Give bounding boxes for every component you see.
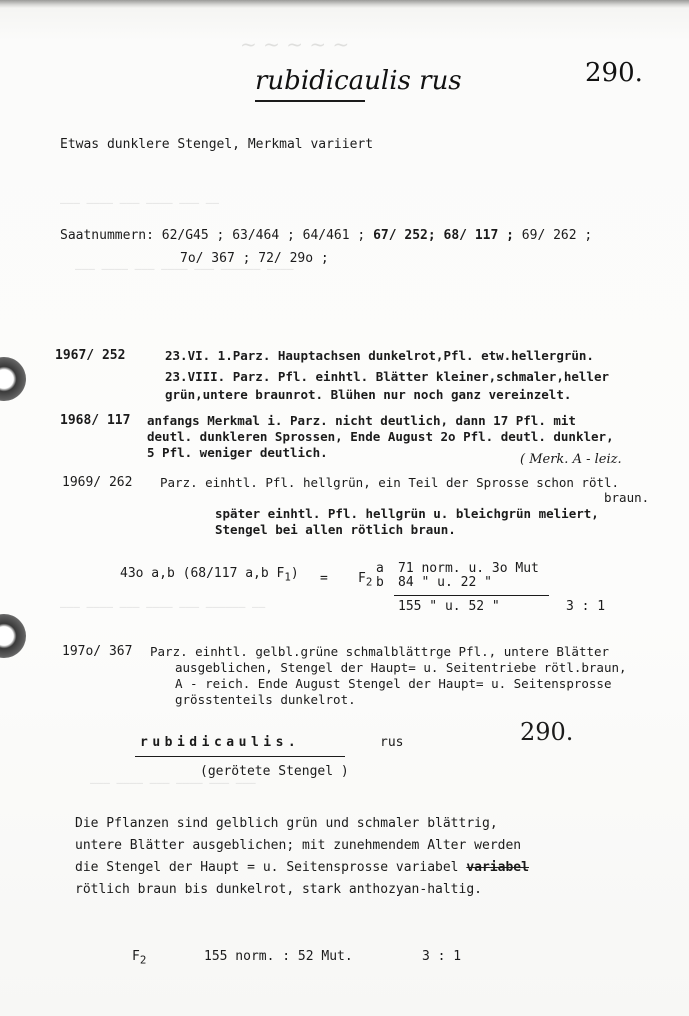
handwritten-title: rubidicaulis rus xyxy=(255,66,462,96)
saatnummern-bold-values: 67/ 252; 68/ 117 ; xyxy=(373,228,514,243)
punch-hole xyxy=(0,614,26,658)
handwritten-note: ( Merk. A - leiz. xyxy=(520,452,622,467)
entry-1968-line3: 5 Pfl. weniger deutlich. xyxy=(147,445,328,460)
segregation-left xyxy=(120,565,299,587)
species-underline xyxy=(135,756,345,757)
saatnummern-values: 62/G45 ; 63/464 ; 64/461 ; xyxy=(161,228,366,243)
segregation-ratio: 3 : 1 xyxy=(566,599,606,614)
saatnummern-line1 xyxy=(60,227,592,245)
segregation-f: F xyxy=(358,571,366,586)
description-line3 xyxy=(75,859,529,877)
punch-hole xyxy=(0,357,26,401)
segregation-close: ) xyxy=(290,566,299,581)
saatnummern-label: Saatnummern: xyxy=(60,228,154,243)
f2-values: 155 norm. : 52 Mut. xyxy=(204,949,353,964)
segregation-f1-sub: 1 xyxy=(284,570,291,584)
segregation-cross: 43o a,b (68/117 a,b F xyxy=(120,566,285,581)
segregation-f2-sub: 2 xyxy=(365,575,373,589)
entry-1970-line1: Parz. einhtl. gelbl.grüne schmalblättrge Pfl., untere Blätter xyxy=(150,644,610,659)
f2-sub: 2 xyxy=(139,953,147,967)
entry-1967-label: 1967/ 252 xyxy=(55,348,126,363)
bleed-through: ~ ~ ~ ~ ~ xyxy=(240,32,350,56)
handwritten-number: 290. xyxy=(585,58,643,88)
entry-1970-label: 197o/ 367 xyxy=(62,644,133,659)
segregation-f2 xyxy=(358,570,372,592)
intro-line: Etwas dunklere Stengel, Merkmal variiert xyxy=(60,137,374,152)
segregation-equals: = xyxy=(320,571,328,586)
entry-1969-line2: später einhtl. Pfl. hellgrün u. bleichgrün meliert, xyxy=(215,506,599,521)
segregation-b: b xyxy=(376,575,384,590)
bleed-through: ——— ———— ——— ———— ——— ——— xyxy=(90,776,256,789)
entry-1969-line3: Stengel bei allen rötlich braun. xyxy=(215,522,456,537)
description-line1: Die Pflanzen sind gelblich grün und schmaler blättrig, xyxy=(75,816,498,831)
entry-1969-label: 1969/ 262 xyxy=(62,475,133,490)
saatnummern-line2: 7o/ 367 ; 72/ 29o ; xyxy=(180,251,329,266)
f2-label xyxy=(132,948,146,970)
bleed-through: ——— ———— ——— ———— ——— —— xyxy=(60,196,219,209)
segregation-total: 155 " u. 52 " xyxy=(398,599,500,614)
entry-1970-line2: ausgeblichen, Stengel der Haupt= u. Seitentriebe rötl.braun, xyxy=(175,660,627,675)
description-line4: rötlich braun bis dunkelrot, stark anthozyan-haltig. xyxy=(75,882,482,897)
entry-1969-line1b: braun. xyxy=(604,490,650,505)
species-number: 290. xyxy=(520,718,574,746)
description-line3-text: die Stengel der Haupt = u. Seitensprosse variabel xyxy=(75,860,459,875)
f2-f: F xyxy=(132,949,140,964)
species-subtitle: (gerötete Stengel ) xyxy=(200,764,349,779)
entry-1967-line3: grün,untere braunrot. Blühen nur noch ganz vereinzelt. xyxy=(165,387,572,402)
entry-1968-line1: anfangs Merkmal i. Parz. nicht deutlich, dann 17 Pfl. mit xyxy=(147,413,576,428)
segregation-sum-line xyxy=(394,595,549,596)
description-line2: untere Blätter ausgeblichen; mit zunehmendem Alter werden xyxy=(75,838,522,853)
entry-1969-line1: Parz. einhtl. Pfl. hellgrün, ein Teil der Sprosse schon rötl. xyxy=(160,475,620,490)
bleed-through: ——— ———— ——— ———— ——— —————— ———— xyxy=(75,262,294,275)
entry-1968-label: 1968/ 117 xyxy=(60,413,131,428)
segregation-row-b: 84 " u. 22 " xyxy=(398,575,492,590)
entry-1967-line1: 23.VI. 1.Parz. Hauptachsen dunkelrot,Pfl. etw.hellergrün. xyxy=(165,348,594,363)
entry-1970-line3: A - reich. Ende August Stengel der Haupt= u. Seitensprosse xyxy=(175,676,612,691)
saatnummern-values-end: 69/ 262 ; xyxy=(521,228,593,243)
species-name: rubidicaulis. xyxy=(140,735,301,750)
description-struck-word: variabel xyxy=(466,860,529,875)
segregation-row-a: 71 norm. u. 3o Mut xyxy=(398,561,539,576)
f2-ratio: 3 : 1 xyxy=(422,949,462,964)
entry-1970-line4: grösstenteils dunkelrot. xyxy=(175,692,356,707)
title-underline xyxy=(255,100,365,102)
entry-1968-line2: deutl. dunkleren Sprossen, Ende August 2o Pfl. deutl. dunkler, xyxy=(147,429,614,444)
bleed-through: ——— ———— ——— ———— ——— —————— —— xyxy=(60,600,266,613)
segregation-a: a xyxy=(376,561,384,576)
entry-1967-line2: 23.VIII. Parz. Pfl. einhtl. Blätter kleiner,schmaler,heller xyxy=(165,369,610,384)
paper-edge xyxy=(0,0,689,8)
species-suffix: rus xyxy=(380,735,404,750)
